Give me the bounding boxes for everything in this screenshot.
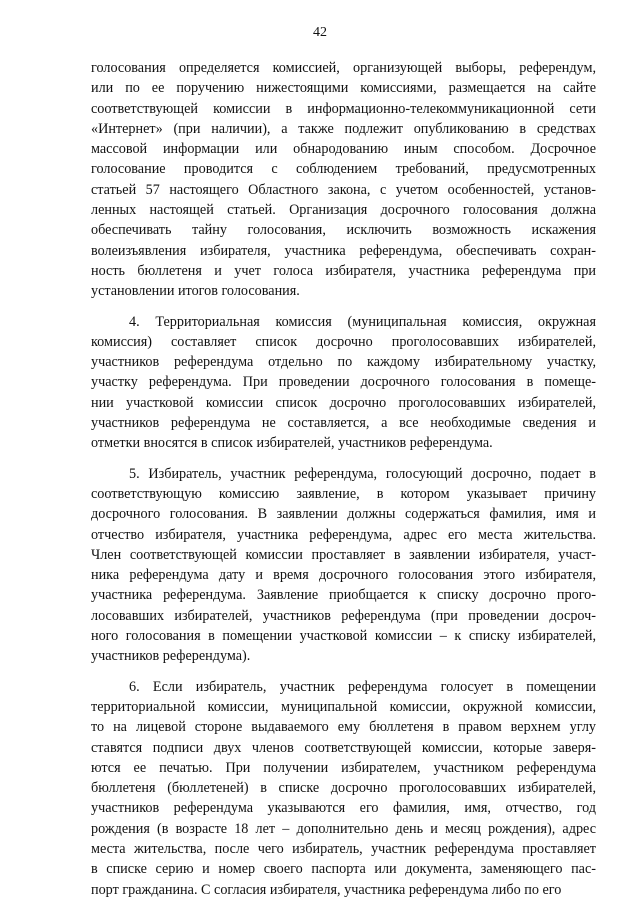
text-line: участников референдума не составляется, а все необходимые сведения и xyxy=(91,415,596,432)
text-line: или по ее поручению нижестоящими комиссиями, размещается на сайте xyxy=(91,80,596,97)
text-line: участников референдума отдельно по каждому избирательному участку, xyxy=(91,354,596,371)
body-text xyxy=(91,58,596,910)
text-line: комиссия) составляет список досрочно проголосовавших избирателей, xyxy=(91,333,596,350)
text-line: «Интернет» (при наличии), а также подлежит опубликованию в средствах xyxy=(91,120,596,137)
paragraph xyxy=(91,312,596,454)
text-line: участку референдума. При проведении досрочного голосования в помеще- xyxy=(91,374,596,391)
text-line: соответствующей комиссии в информационно-телекоммуникационной сети xyxy=(91,100,596,117)
paragraph xyxy=(91,464,596,667)
text-line: порт гражданина. С согласия избирателя, участника референдума либо по его xyxy=(91,881,562,898)
text-line: ленных настоящей статьей. Организация досрочного голосования должна xyxy=(91,202,596,219)
text-line: установлении итогов голосования. xyxy=(91,283,300,300)
paragraph xyxy=(91,677,596,900)
text-line: обеспечивать тайну голосования, исключить возможность искажения xyxy=(91,222,596,239)
text-line: отметки вносятся в список избирателей, участников референдума. xyxy=(91,435,493,452)
text-line: соответствующую комиссию заявление, в котором указывает причину xyxy=(91,485,596,502)
text-line: ются ее печатью. При получении избирателем, участником референдума xyxy=(91,759,596,776)
text-line: отчество избирателя, участника референдума, адрес его места жительства. xyxy=(91,526,596,543)
text-line: участника референдума. Заявление приобщается к списку досрочно прого- xyxy=(91,587,596,604)
text-line: участников референдума указываются его фамилия, имя, отчество, год xyxy=(91,800,596,817)
text-line: 4. Территориальная комиссия (муниципальная комиссия, окружная xyxy=(129,313,596,330)
text-line: бюллетеня (бюллетеней) в списке досрочно проголосовавших избирателей, xyxy=(91,780,596,797)
text-line: территориальной комиссии, муниципальной комиссии, окружной комиссии, xyxy=(91,698,596,715)
text-line: то на лицевой стороне выдаваемого ему бюллетеня в правом верхнем углу xyxy=(91,719,596,736)
text-line: массовой информации или обнародованию иным способом. Досрочное xyxy=(91,141,596,158)
text-line: ного голосования в помещении участковой комиссии – к списку избирателей, xyxy=(91,628,596,645)
text-line: участников референдума). xyxy=(91,648,251,665)
text-line: в списке серию и номер своего паспорта или документа, заменяющего пас- xyxy=(91,861,596,878)
text-line: рождения (в возрасте 18 лет – дополнительно день и месяц рождения), адрес xyxy=(91,820,596,837)
text-line: досрочного голосования. В заявлении должны содержаться фамилия, имя и xyxy=(91,506,596,523)
text-line: лосовавших избирателей, участников референдума (при проведении досроч- xyxy=(91,607,596,624)
text-line: места жительства, после чего избиратель, участник референдума проставляет xyxy=(91,840,596,857)
text-line: ника референдума дату и время досрочного голосования этого избирателя, xyxy=(91,567,596,584)
text-line: голосования определяется комиссией, организующей выборы, референдум, xyxy=(91,60,596,76)
text-line: ставятся подписи двух членов соответствующей комиссии, которые заверя- xyxy=(91,739,596,756)
text-line: голосование проводится с соблюдением требований, предусмотренных xyxy=(91,161,596,178)
text-line: статьей 57 настоящего Областного закона, с учетом особенностей, установ- xyxy=(91,181,596,198)
text-line: ность бюллетеня и учет голоса избирателя, участника референдума при xyxy=(91,262,596,279)
paragraph xyxy=(91,58,596,302)
text-line: 5. Избиратель, участник референдума, голосующий досрочно, подает в xyxy=(129,465,596,482)
text-line: волеизъявления избирателя, участника референдума, обеспечивать сохран- xyxy=(91,242,596,259)
text-line: нии участковой комиссии список досрочно проголосовавших избирателей, xyxy=(91,394,596,411)
text-line: 6. Если избиратель, участник референдума голосует в помещении xyxy=(129,678,596,695)
page-number: 42 xyxy=(313,25,327,40)
text-line: Член соответствующей комиссии проставляет в заявлении избирателя, участ- xyxy=(91,546,596,563)
